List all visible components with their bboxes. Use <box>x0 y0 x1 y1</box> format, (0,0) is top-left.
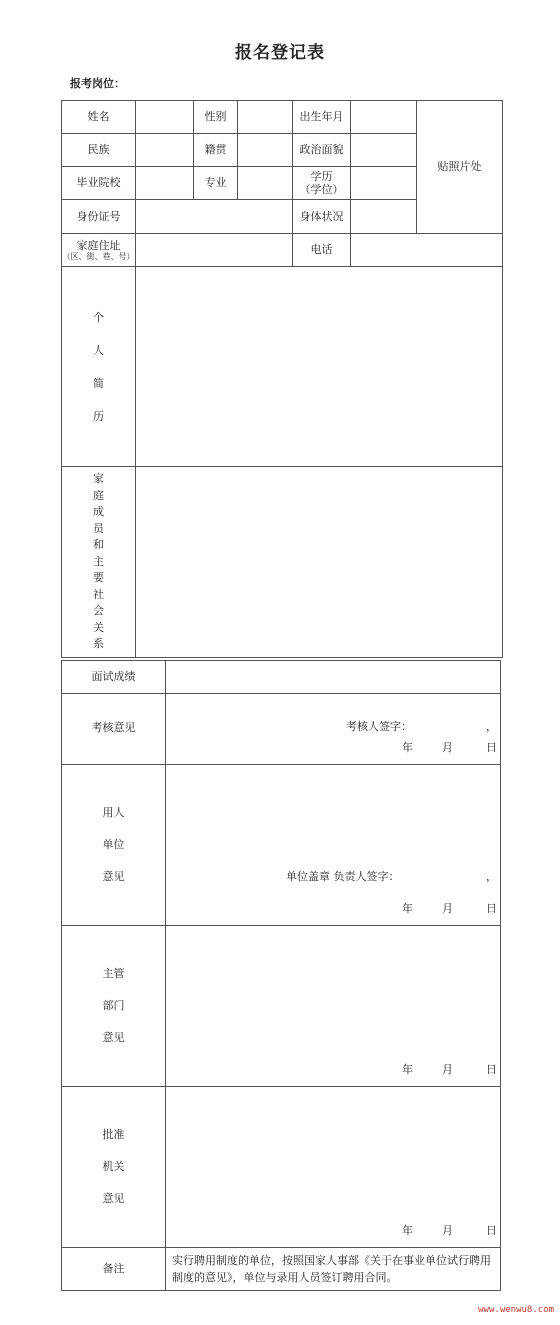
politics-field[interactable] <box>351 134 417 167</box>
family-char: 主 <box>93 554 104 568</box>
family-char: 庭 <box>93 488 104 502</box>
year-label: 年 <box>402 1063 413 1076</box>
degree-text: （学位） <box>299 183 344 196</box>
approval-line: 批准 <box>102 1128 125 1141</box>
name-field[interactable] <box>136 101 194 134</box>
phone-label: 电话 <box>293 234 351 267</box>
resume-char: 人 <box>93 343 104 357</box>
year-label: 年 <box>402 1224 413 1237</box>
education-field[interactable] <box>351 167 417 200</box>
major-field[interactable] <box>238 167 293 200</box>
page-title: 报名登记表 <box>235 43 325 63</box>
comma-mark: ， <box>486 870 497 883</box>
resume-label-chars <box>93 301 104 433</box>
day-label: 日 <box>486 741 497 754</box>
authority-line: 意见 <box>102 1031 125 1044</box>
employer-line: 单位 <box>102 838 125 851</box>
approval-label <box>62 1087 166 1248</box>
assessor-sign: 考核人签字： <box>346 720 412 733</box>
post-label: 报考岗位： <box>70 77 125 90</box>
family-char: 成 <box>93 505 104 519</box>
family-char: 和 <box>93 538 104 552</box>
resume-label <box>62 267 136 467</box>
school-label: 毕业院校 <box>62 167 136 200</box>
family-char: 关 <box>93 620 104 634</box>
family-char: 家 <box>93 472 104 486</box>
ethnicity-field[interactable] <box>136 134 194 167</box>
resume-field[interactable] <box>136 267 503 467</box>
family-char: 要 <box>93 571 104 585</box>
year-label: 年 <box>402 741 413 754</box>
resume-char: 历 <box>93 409 104 423</box>
day-label: 日 <box>486 902 497 915</box>
gender-field[interactable] <box>238 101 293 134</box>
family-char: 社 <box>93 587 104 601</box>
authority-field[interactable] <box>166 926 501 1087</box>
day-label: 日 <box>486 1063 497 1076</box>
interview-field[interactable] <box>166 661 501 694</box>
address-field[interactable] <box>136 234 293 267</box>
month-label: 月 <box>442 1063 453 1076</box>
family-label <box>62 467 136 658</box>
family-label-chars <box>93 471 104 653</box>
education-label <box>293 167 351 200</box>
remarks-text: 实行聘用制度的单位，按照国家人事部《关于在事业单位试行聘用制度的意见》，单位与录用人员签订聘用合同。 <box>166 1248 501 1291</box>
approval-line: 机关 <box>102 1160 125 1173</box>
gender-label: 性别 <box>194 101 238 134</box>
id-number-label: 身份证号 <box>62 200 136 234</box>
phone-field[interactable] <box>351 234 503 267</box>
health-label: 身体状况 <box>293 200 351 234</box>
approval-label-lines <box>103 1119 125 1215</box>
registration-table <box>61 100 503 658</box>
interview-label: 面试成绩 <box>62 661 166 694</box>
authority-label-lines <box>103 958 125 1054</box>
comma-mark: ， <box>486 720 497 733</box>
birth-field[interactable] <box>351 101 417 134</box>
family-field[interactable] <box>136 467 503 658</box>
month-label: 月 <box>442 902 453 915</box>
authority-label <box>62 926 166 1087</box>
employer-sign: 单位盖章 负责人签字： <box>286 870 400 883</box>
name-label: 姓名 <box>62 101 136 134</box>
watermark: www.wenwu8.com <box>478 1305 554 1315</box>
assessment-label: 考核意见 <box>62 694 166 765</box>
photo-area: 贴照片处 <box>417 101 503 234</box>
authority-cell <box>166 926 500 1086</box>
health-field[interactable] <box>351 200 417 234</box>
native-place-label: 籍贯 <box>194 134 238 167</box>
resume-char: 简 <box>93 376 104 390</box>
assessment-cell <box>166 694 500 764</box>
employer-line: 用人 <box>102 806 125 819</box>
id-number-field[interactable] <box>136 200 293 234</box>
resume-char: 个 <box>93 310 104 324</box>
approval-cell <box>166 1087 500 1247</box>
month-label: 月 <box>442 741 453 754</box>
family-char: 会 <box>93 604 104 618</box>
day-label: 日 <box>486 1224 497 1237</box>
family-char: 系 <box>93 637 104 651</box>
approval-table <box>61 660 501 1291</box>
authority-line: 主管 <box>102 967 125 980</box>
family-char: 员 <box>93 521 104 535</box>
address-label <box>62 234 136 267</box>
employer-line: 意见 <box>102 870 125 883</box>
authority-line: 部门 <box>102 999 125 1012</box>
address-hint: （区、街、巷、号） <box>62 251 135 261</box>
address-text: 家庭住址 <box>76 238 121 252</box>
employer-cell <box>166 765 500 925</box>
education-text: 学历 <box>310 169 333 183</box>
politics-label: 政治面貌 <box>293 134 351 167</box>
ethnicity-label: 民族 <box>62 134 136 167</box>
approval-field[interactable] <box>166 1087 501 1248</box>
approval-line: 意见 <box>102 1192 125 1205</box>
year-label: 年 <box>402 902 413 915</box>
employer-label-lines <box>103 797 125 893</box>
employer-field[interactable] <box>166 765 501 926</box>
month-label: 月 <box>442 1224 453 1237</box>
remarks-label: 备注 <box>62 1248 166 1291</box>
major-label: 专业 <box>194 167 238 200</box>
assessment-field[interactable] <box>166 694 501 765</box>
native-place-field[interactable] <box>238 134 293 167</box>
employer-label <box>62 765 166 926</box>
school-field[interactable] <box>136 167 194 200</box>
birth-label: 出生年月 <box>293 101 351 134</box>
